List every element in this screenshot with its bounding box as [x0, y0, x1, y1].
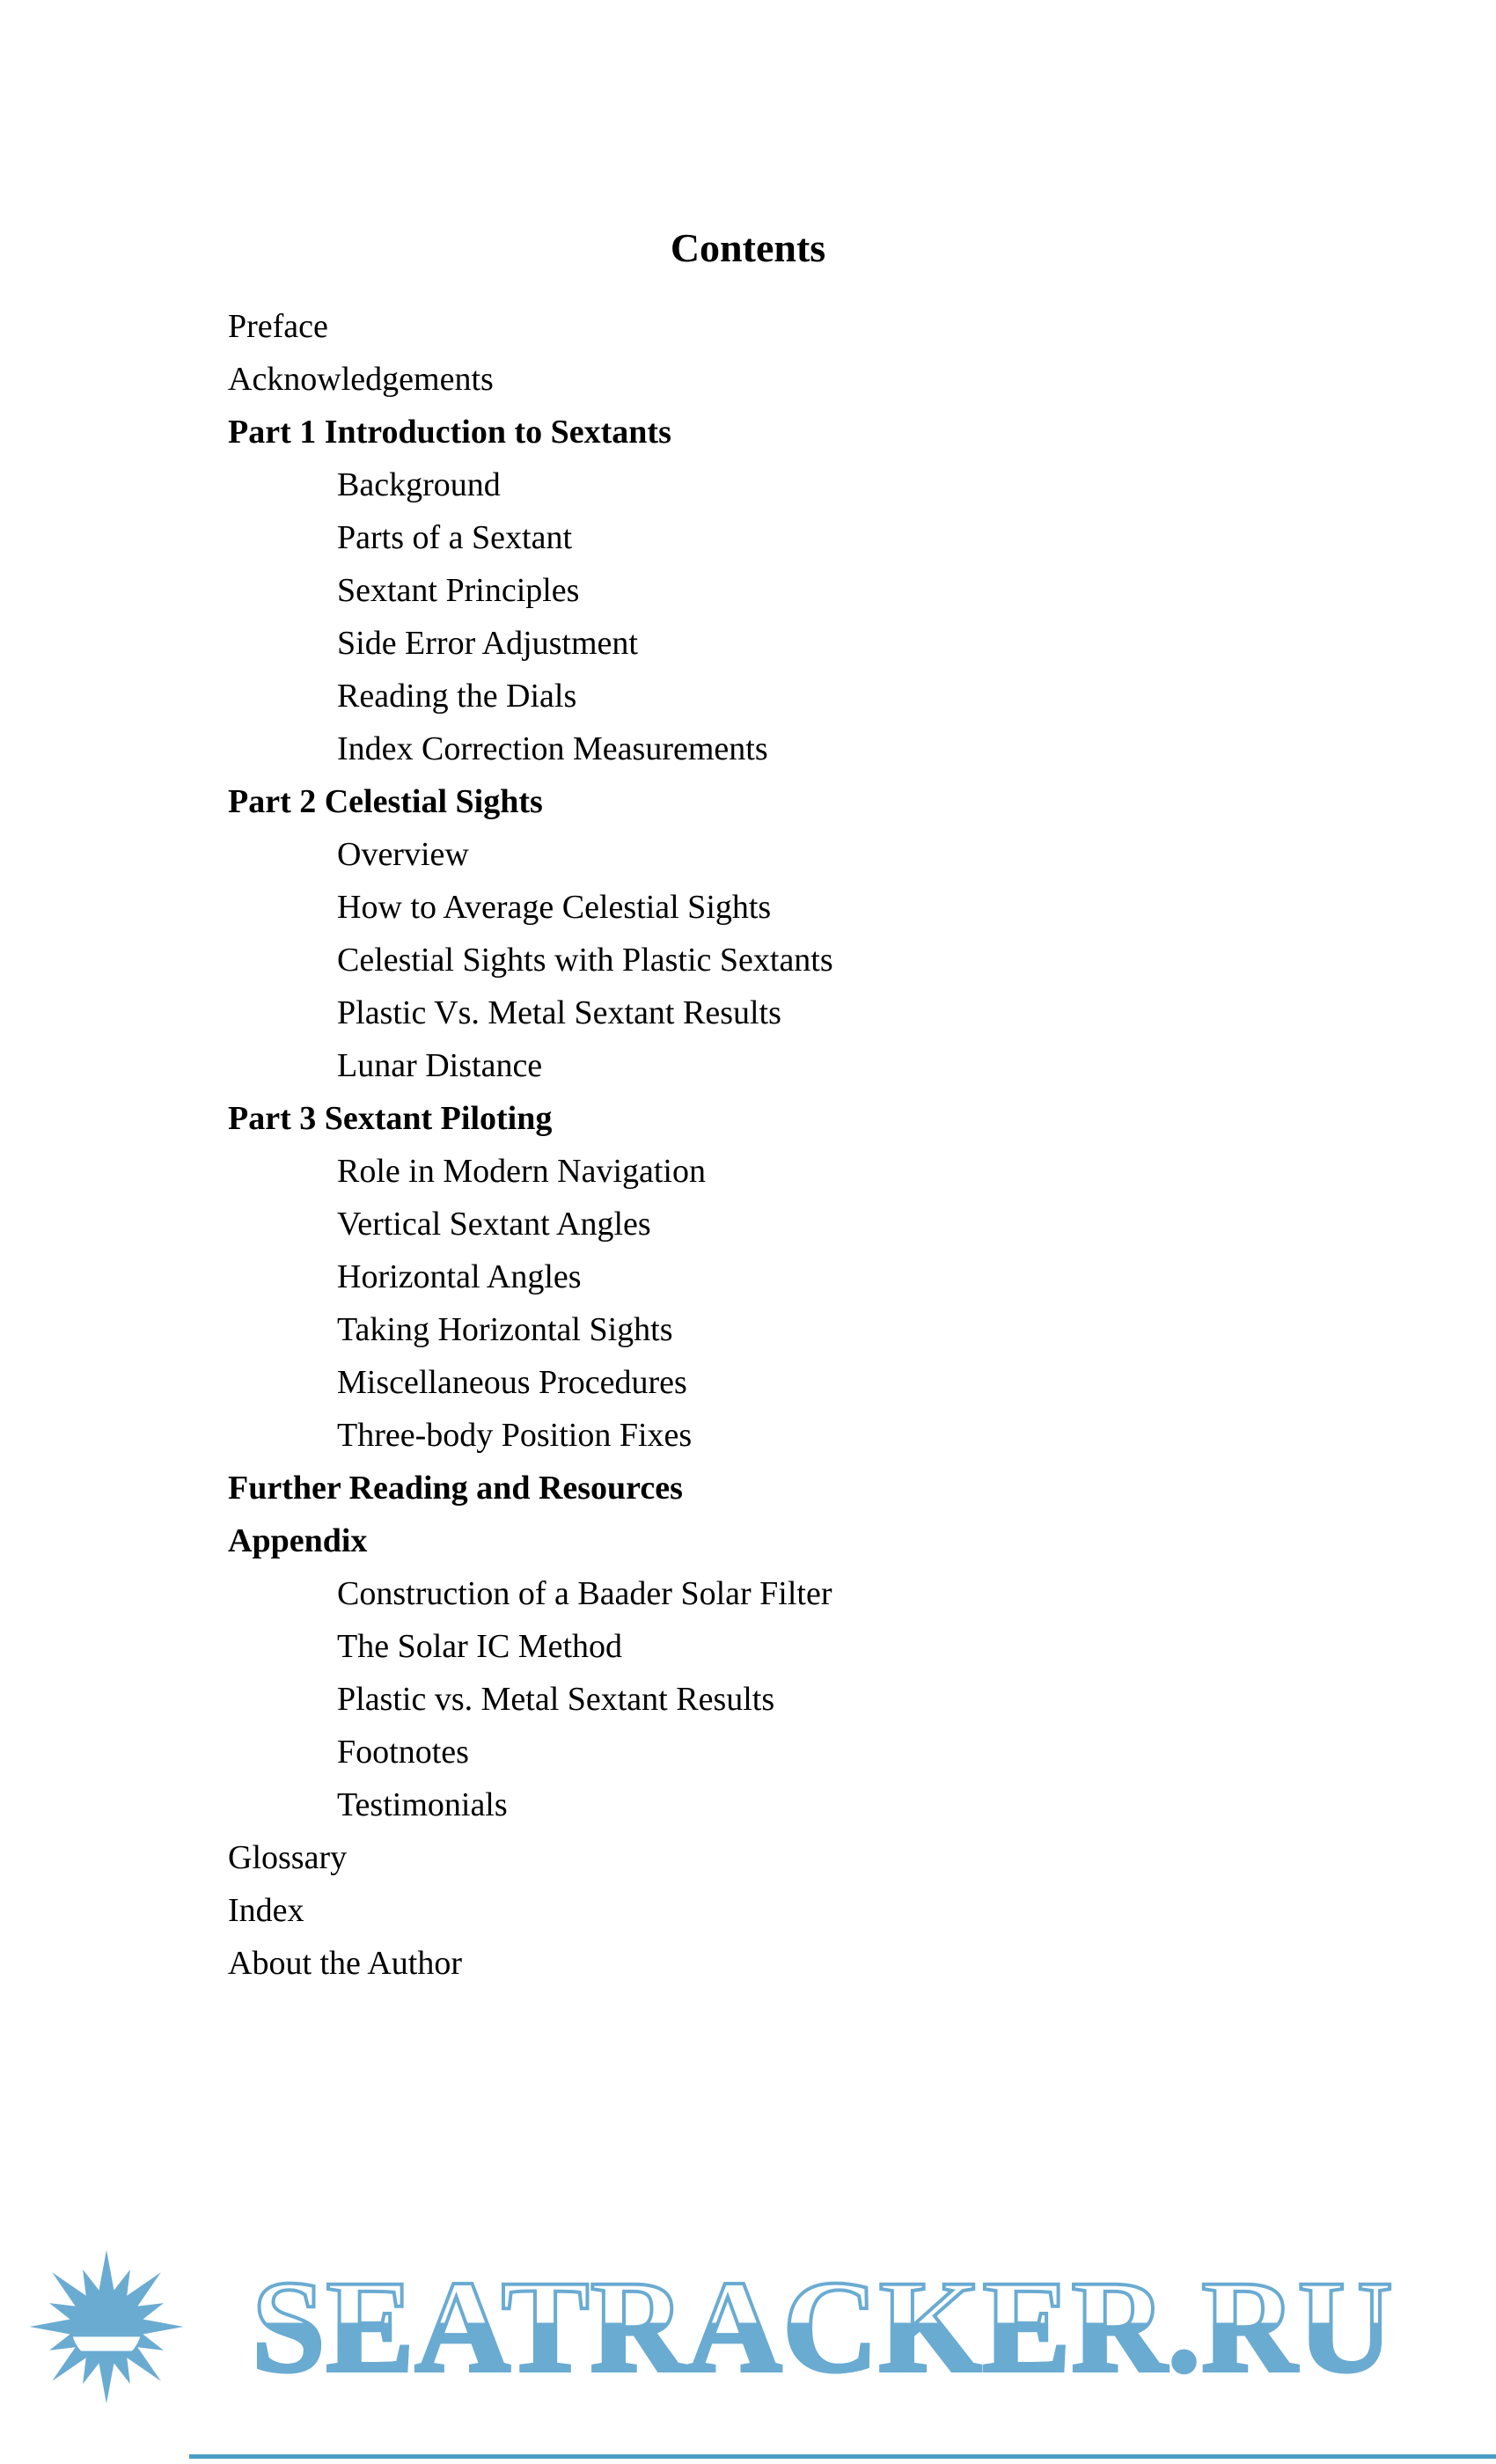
toc-item: Overview: [337, 836, 469, 873]
toc-item: Construction of a Baader Solar Filter: [337, 1575, 832, 1612]
toc-item: About the Author: [228, 1945, 462, 1982]
toc-item: Part 1 Introduction to Sextants: [228, 414, 671, 451]
watermark-text: SEATRACKER.RU: [252, 2254, 1394, 2400]
toc-item: Vertical Sextant Angles: [337, 1206, 651, 1243]
toc-item: Preface: [228, 308, 328, 345]
toc-item: Testimonials: [337, 1786, 508, 1823]
toc-item: Miscellaneous Procedures: [337, 1364, 687, 1401]
toc-item: Footnotes: [337, 1734, 469, 1771]
toc-item: Side Error Adjustment: [337, 625, 638, 662]
page-title: Contents: [670, 225, 826, 270]
toc-item: Part 2 Celestial Sights: [228, 783, 543, 820]
toc-item: Part 3 Sextant Piloting: [228, 1100, 553, 1137]
toc-item: Index: [228, 1892, 304, 1929]
table-of-contents: [228, 300, 1372, 1990]
toc-item: Parts of a Sextant: [337, 519, 573, 556]
toc-item: Role in Modern Navigation: [337, 1153, 706, 1190]
toc-item: Appendix: [228, 1522, 368, 1559]
toc-item: Lunar Distance: [337, 1047, 543, 1084]
toc-item: Glossary: [228, 1839, 348, 1876]
toc-item: How to Average Celestial Sights: [337, 889, 772, 926]
toc-item: Background: [337, 466, 501, 503]
toc-item: Sextant Principles: [337, 572, 580, 609]
toc-item: Index Correction Measurements: [337, 730, 768, 767]
toc-item: The Solar IC Method: [337, 1628, 623, 1665]
toc-item: Three-body Position Fixes: [337, 1417, 693, 1454]
toc-item: Acknowledgements: [228, 361, 494, 398]
toc-item: Taking Horizontal Sights: [337, 1311, 673, 1348]
toc-item: Reading the Dials: [337, 678, 577, 715]
sun-icon: [23, 2239, 190, 2415]
watermark: [23, 2239, 1394, 2415]
bottom-rule: [189, 2454, 1496, 2459]
toc-item: Plastic vs. Metal Sextant Results: [337, 1681, 775, 1718]
toc-item: Celestial Sights with Plastic Sextants: [337, 942, 833, 979]
toc-item: Horizontal Angles: [337, 1258, 582, 1295]
toc-item: Plastic Vs. Metal Sextant Results: [337, 994, 781, 1031]
toc-item: Further Reading and Resources: [228, 1470, 683, 1507]
